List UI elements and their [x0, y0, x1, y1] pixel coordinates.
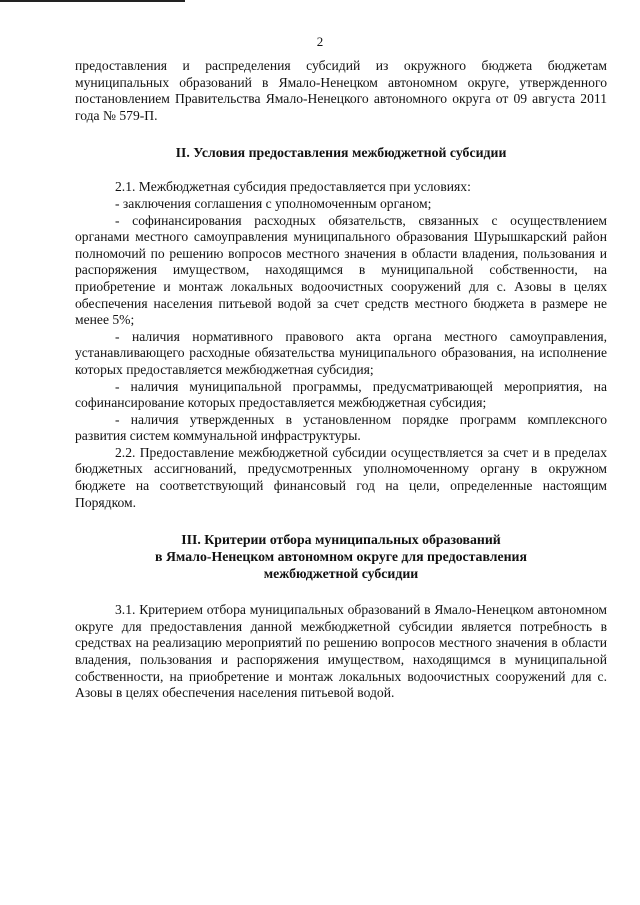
condition-item-3: - наличия нормативного правового акта органа местного самоуправления, устанавливающего расходные обязательства муниципального образования, на исполнение которых предоставляется межбюджетная субсидия; — [75, 328, 607, 377]
condition-item-2: - софинансирования расходных обязательств, связанных с осуществлением органами местного самоуправления муниципального образования Шурышкарский район полномочий по решению вопросов местного значения в области владения, пользования и распоряжения имуществом, находящимся в муниципальной собственности, на приобретение и монтаж локальных водоочистных сооружений для с. Азовы в целях обеспечения населения питьевой водой за счет средств местного бюджета в размере не менее 5%; — [75, 212, 607, 328]
paragraph-3-1: 3.1. Критерием отбора муниципальных образований в Ямало-Ненецком автономном округе для предоставления данной межбюджетной субсидии является потребность в средствах на реализацию мероприятий по решению вопросов местного значения в области владения, пользования и распоряжения имуществом, находящимся в муниципальной собственности, на приобретение и монтаж локальных водоочистных сооружений для с. Азовы в целях обеспечения населения питьевой водой. — [75, 602, 607, 701]
condition-item-5: - наличия утвержденных в установленном порядке программ комплексного развития систем коммунальной инфраструктуры. — [75, 411, 607, 444]
section-3-heading-line-3: межбюджетной субсидии — [263, 566, 419, 582]
section-3-heading-line-2: в Ямало-Ненецком автономном округе для предоставления — [155, 549, 527, 565]
intro-paragraph: предоставления и распределения субсидий из окружного бюджета бюджетам муниципальных образований в Ямало-Ненецком автономном округе, утвержденного постановлением Правительства Ямало-Ненецкого автономного округа от 09 августа 2011 года № 579-П. — [75, 58, 607, 123]
paragraph-2-2: 2.2. Предоставление межбюджетной субсидии осуществляется за счет и в пределах бюджетных ассигнований, предусмотренных уполномоченному органу в окружном бюджете на соответствующий финансовый год на цели, определенные настоящим Порядком. — [75, 444, 607, 510]
scan-artifact-line — [0, 0, 185, 2]
page-number: 2 — [316, 34, 324, 49]
condition-item-4: - наличия муниципальной программы, предусматривающей мероприятия, на софинансирование которых предоставляется межбюджетная субсидия; — [75, 378, 607, 411]
document-body — [75, 58, 607, 702]
section-3-heading-line-1: III. Критерии отбора муниципальных образований — [181, 532, 501, 548]
section-3-heading — [75, 531, 607, 582]
section-2-heading: II. Условия предоставления межбюджетной субсидии — [175, 145, 507, 161]
condition-item-1: - заключения соглашения с уполномоченным органом; — [115, 195, 432, 211]
paragraph-2-1: 2.1. Межбюджетная субсидия предоставляется при условиях: — [115, 179, 471, 195]
